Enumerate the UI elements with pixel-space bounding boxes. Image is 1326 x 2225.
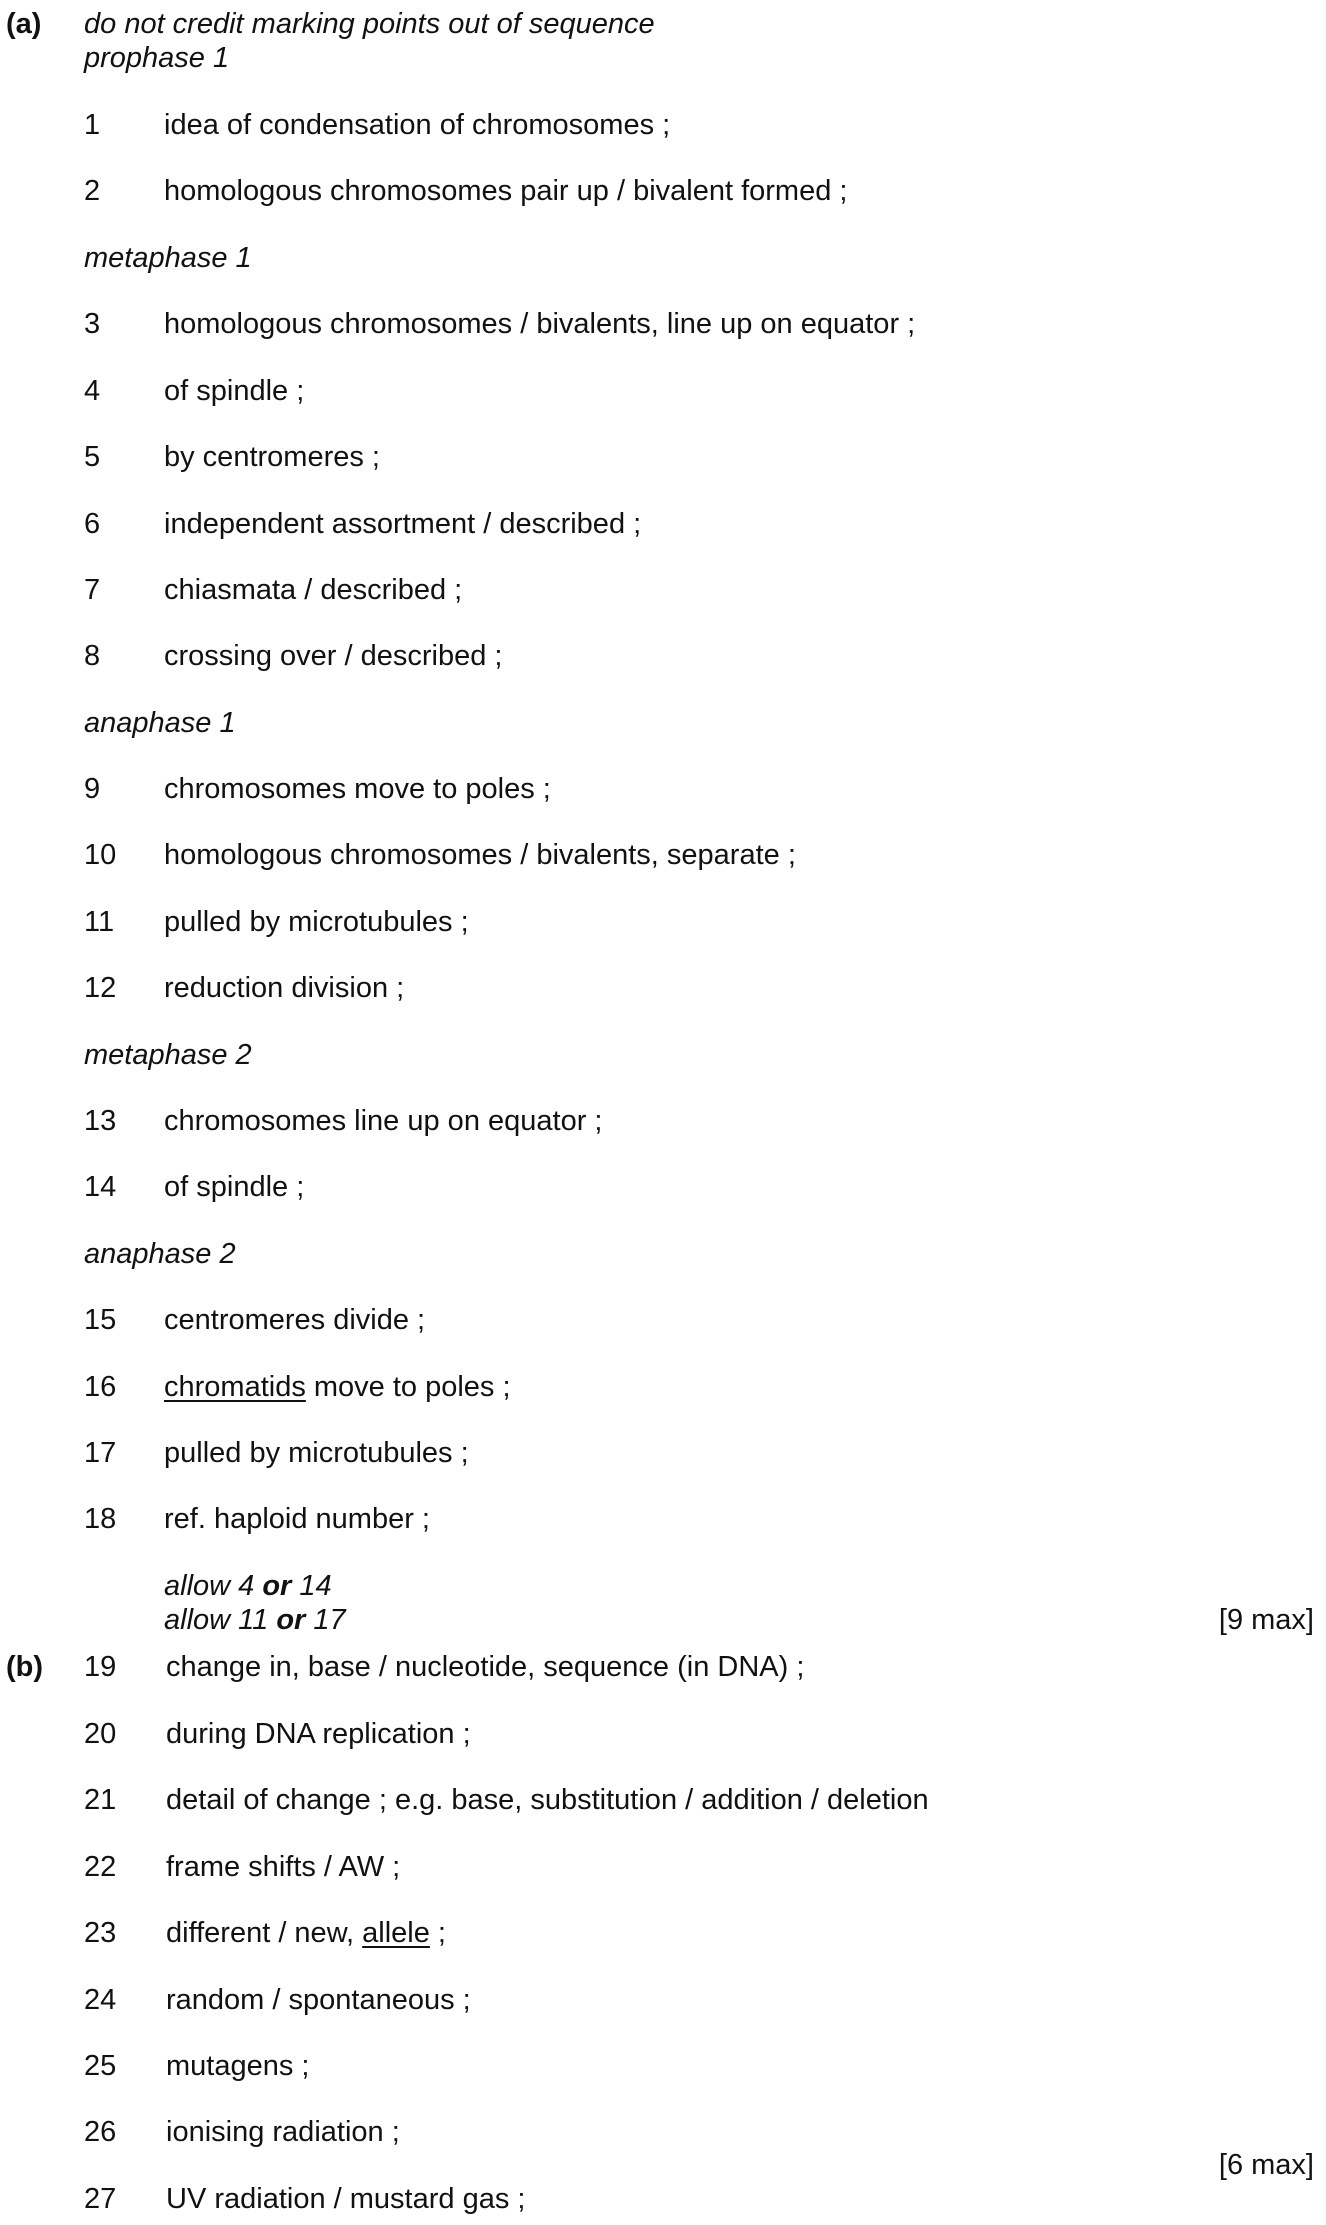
point-number: 10 <box>84 839 117 871</box>
sequence-note: do not credit marking points out of sequence <box>84 8 655 40</box>
point-number: 12 <box>84 972 117 1004</box>
underlined-term: chromatids <box>164 1371 306 1403</box>
point-number: 8 <box>84 640 101 672</box>
allow-or: or <box>262 1570 292 1602</box>
point-text: idea of condensation of chromosomes ; <box>164 109 671 141</box>
allow-or: or <box>276 1604 306 1636</box>
part-b-label: (b) <box>6 1651 44 1683</box>
point-text: by centromeres ; <box>164 441 380 473</box>
point-number: 13 <box>84 1105 117 1137</box>
allow-text: 17 <box>305 1604 346 1636</box>
point-text: homologous chromosomes pair up / bivalent formed ; <box>164 175 848 207</box>
point-number: 25 <box>84 2050 117 2082</box>
point-number: 22 <box>84 1851 117 1883</box>
point-number: 27 <box>84 2183 117 2215</box>
heading-metaphase-2: metaphase 2 <box>84 1039 252 1071</box>
part-a-label: (a) <box>6 8 42 40</box>
point-number: 11 <box>84 906 115 938</box>
point-number: 16 <box>84 1371 117 1403</box>
point-text: frame shifts / AW ; <box>166 1851 401 1883</box>
point-text-rest: ; <box>429 1917 446 1949</box>
point-number: 5 <box>84 441 101 473</box>
allow-note <box>164 1568 332 1604</box>
point-text: chromosomes line up on equator ; <box>164 1105 603 1137</box>
point-text: centromeres divide ; <box>164 1304 426 1336</box>
allow-note <box>164 1602 346 1638</box>
point-text: crossing over / described ; <box>164 640 503 672</box>
point-number: 26 <box>84 2116 117 2148</box>
heading-prophase-1: prophase 1 <box>84 42 230 74</box>
point-number: 20 <box>84 1718 117 1750</box>
point-text: mutagens ; <box>166 2050 310 2082</box>
point-text <box>164 1369 511 1405</box>
point-text: change in, base / nucleotide, sequence (in DNA) ; <box>166 1651 805 1683</box>
point-text: homologous chromosomes / bivalents, line up on equator ; <box>164 308 916 340</box>
point-text-rest: move to poles ; <box>305 1371 511 1403</box>
point-text: reduction division ; <box>164 972 405 1004</box>
point-text: UV radiation / mustard gas ; <box>166 2183 526 2215</box>
point-text: independent assortment / described ; <box>164 508 642 540</box>
point-number: 1 <box>84 109 101 141</box>
point-number: 7 <box>84 574 101 606</box>
part-b-max-marks: [6 max] <box>1218 2149 1314 2181</box>
point-text: pulled by microtubules ; <box>164 906 469 938</box>
point-text: during DNA replication ; <box>166 1718 471 1750</box>
point-number: 14 <box>84 1171 117 1203</box>
point-text-lead: different / new, <box>166 1917 363 1949</box>
point-text: pulled by microtubules ; <box>164 1437 469 1469</box>
underlined-term: allele <box>362 1917 430 1949</box>
part-a-max-marks: [9 max] <box>1218 1604 1314 1636</box>
point-number: 15 <box>84 1304 117 1336</box>
allow-text: allow 4 <box>164 1570 263 1602</box>
point-text: ionising radiation ; <box>166 2116 400 2148</box>
point-number: 2 <box>84 175 101 207</box>
point-number: 23 <box>84 1917 117 1949</box>
point-number: 9 <box>84 773 101 805</box>
point-text: detail of change ; e.g. base, substitution / addition / deletion <box>166 1784 929 1816</box>
point-number: 21 <box>84 1784 117 1816</box>
point-text: chromosomes move to poles ; <box>164 773 551 805</box>
point-text: ref. haploid number ; <box>164 1503 430 1535</box>
heading-metaphase-1: metaphase 1 <box>84 242 252 274</box>
point-text <box>166 1915 446 1951</box>
point-text: of spindle ; <box>164 375 305 407</box>
point-text: homologous chromosomes / bivalents, separate ; <box>164 839 796 871</box>
point-number: 18 <box>84 1503 117 1535</box>
point-number: 24 <box>84 1984 117 2016</box>
point-number: 6 <box>84 508 101 540</box>
point-text: of spindle ; <box>164 1171 305 1203</box>
point-number: 3 <box>84 308 101 340</box>
allow-text: 14 <box>291 1570 332 1602</box>
point-number: 4 <box>84 375 101 407</box>
allow-text: allow 11 <box>164 1604 277 1636</box>
heading-anaphase-1: anaphase 1 <box>84 707 236 739</box>
point-number: 19 <box>84 1651 117 1683</box>
point-number: 17 <box>84 1437 117 1469</box>
point-text: random / spontaneous ; <box>166 1984 471 2016</box>
point-text: chiasmata / described ; <box>164 574 463 606</box>
heading-anaphase-2: anaphase 2 <box>84 1238 236 1270</box>
